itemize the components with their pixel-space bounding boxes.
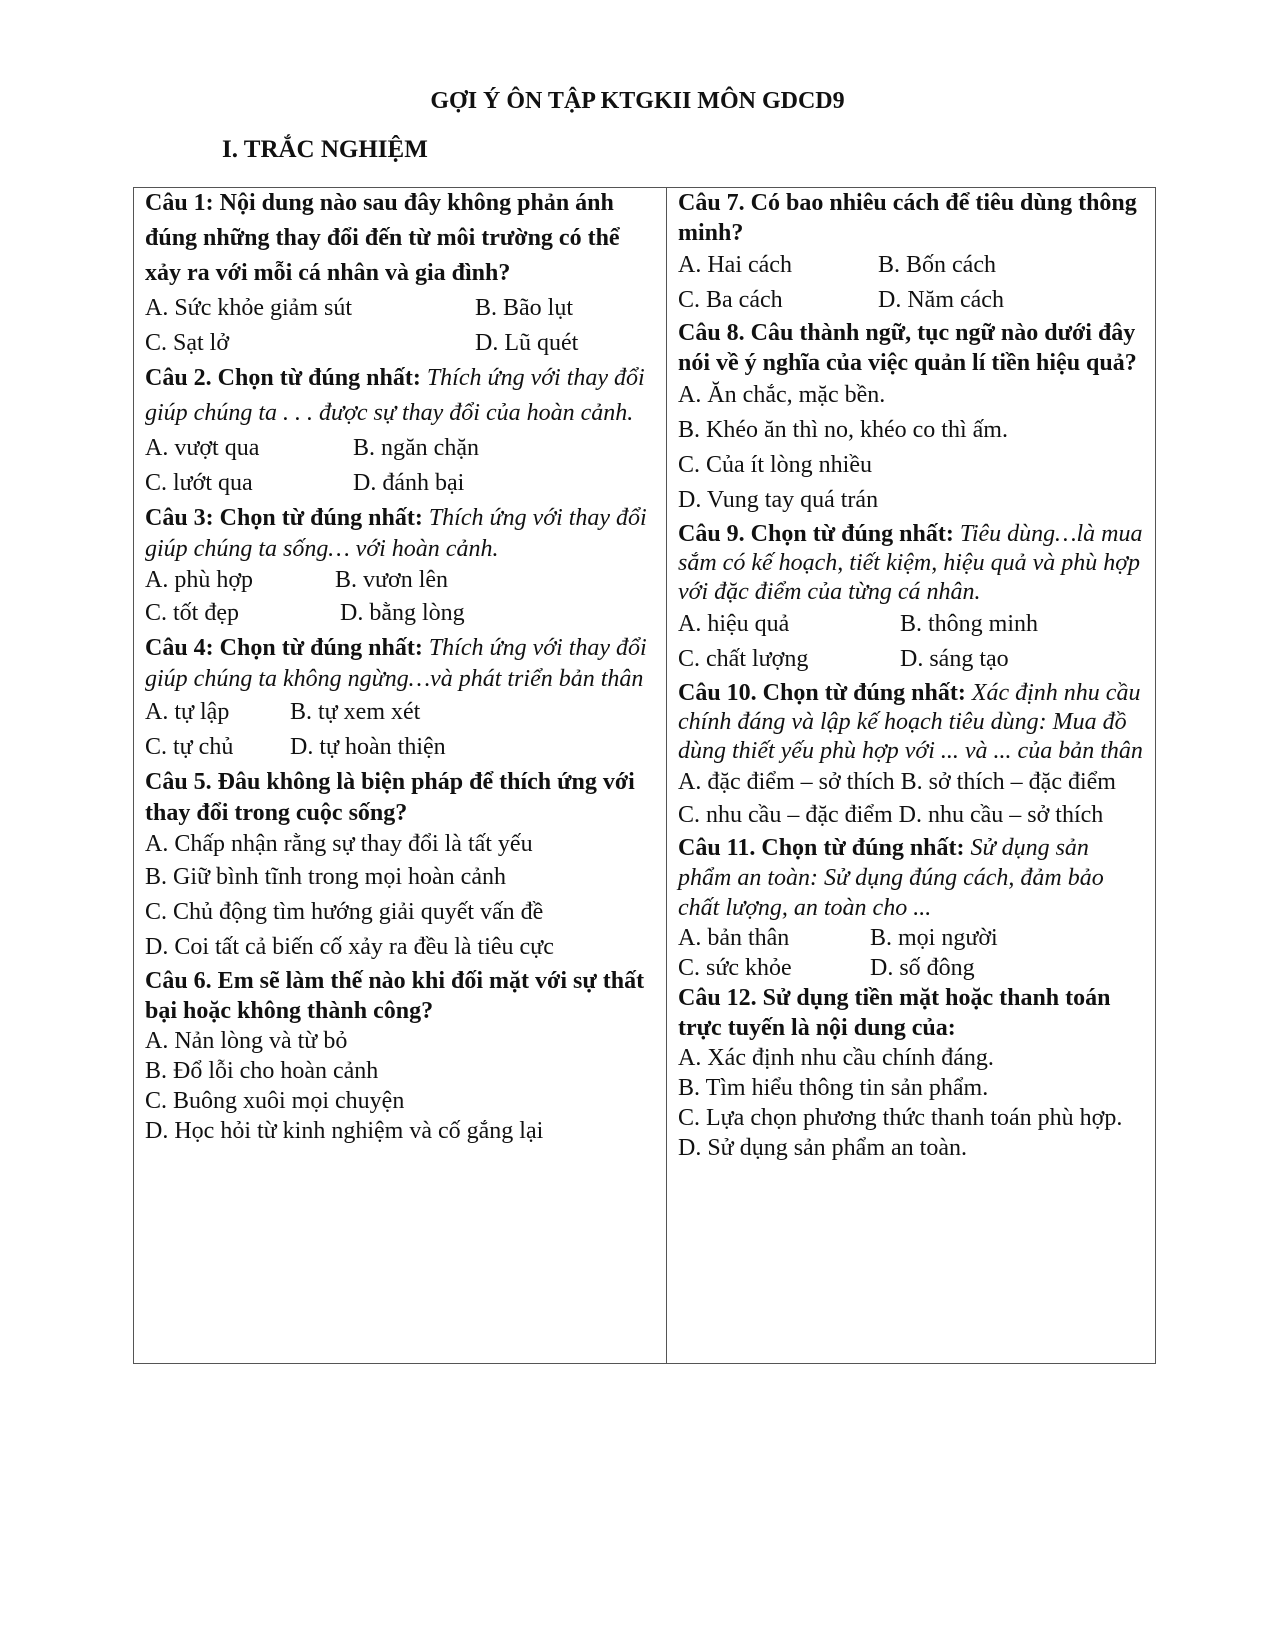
question-9-option-c: C. chất lượng (678, 646, 809, 672)
question-3-lead: Câu 3: Chọn từ đúng nhất: (145, 505, 423, 531)
question-7 (678, 188, 1148, 318)
question-9-option-a: A. hiệu quả (678, 611, 790, 637)
question-2-option-a: A. vượt qua (145, 435, 260, 461)
question-3-option-c: C. tốt đẹp (145, 600, 239, 626)
question-1-option-b: B. Bão lụt (475, 295, 574, 321)
question-5-option-d: D. Coi tất cả biến cố xảy ra đều là tiêu cực (145, 934, 554, 960)
question-1-stem: Câu 1: Nội dung nào sau đây không phản ánh đúng những thay đổi đến từ môi trường có thể xảy ra với mỗi cá nhân và gia đình? (145, 190, 620, 286)
question-7-option-c: C. Ba cách (678, 287, 783, 313)
questions-table (133, 187, 1156, 1364)
question-10 (678, 679, 1148, 832)
question-12-option-d: D. Sử dụng sản phẩm an toàn. (678, 1135, 967, 1161)
question-12-option-b: B. Tìm hiểu thông tin sản phẩm. (678, 1075, 989, 1101)
question-4 (145, 633, 657, 765)
question-8-option-b: B. Khéo ăn thì no, khéo co thì ấm. (678, 417, 1008, 443)
question-7-option-d: D. Năm cách (878, 287, 1004, 313)
question-7-stem: Câu 7. Có bao nhiêu cách để tiêu dùng thông minh? (678, 190, 1137, 246)
question-12-option-a: A. Xác định nhu cầu chính đáng. (678, 1045, 994, 1071)
question-11-option-a: A. bản thân (678, 925, 790, 951)
question-10-lead: Câu 10. Chọn từ đúng nhất: (678, 680, 966, 706)
question-6-option-b: B. Đổ lỗi cho hoàn cảnh (145, 1058, 379, 1084)
question-12-stem: Câu 12. Sử dụng tiền mặt hoặc thanh toán trực tuyến là nội dung của: (678, 985, 1111, 1041)
right-column (678, 188, 1148, 1163)
question-12-option-c: C. Lựa chọn phương thức thanh toán phù hợp. (678, 1105, 1123, 1131)
question-10-options-ab: A. đặc điểm – sở thích B. sở thích – đặc điểm (678, 769, 1116, 795)
question-11-lead: Câu 11. Chọn từ đúng nhất: (678, 835, 965, 861)
question-2-option-b: B. ngăn chặn (353, 435, 479, 461)
question-6-stem: Câu 6. Em sẽ làm thế nào khi đối mặt với sự thất bại hoặc không thành công? (145, 968, 645, 1024)
question-11-option-c: C. sức khỏe (678, 955, 792, 981)
question-3-text: Thích ứng với thay đổi giúp chúng ta sống… với hoàn cảnh. (145, 505, 647, 562)
question-8 (678, 318, 1148, 518)
question-3-option-b: B. vươn lên (335, 567, 449, 593)
question-4-option-c: C. tự chủ (145, 734, 234, 760)
question-5-option-c: C. Chủ động tìm hướng giải quyết vấn đề (145, 899, 544, 925)
question-7-option-b: B. Bốn cách (878, 252, 996, 278)
page-title: GỢI Ý ÔN TẬP KTGKII MÔN GDCD9 (430, 88, 845, 114)
question-2-option-d: D. đánh bại (353, 470, 465, 496)
question-1-option-d: D. Lũ quét (475, 330, 579, 356)
question-5-option-b: B. Giữ bình tĩnh trong mọi hoàn cảnh (145, 864, 506, 890)
question-3 (145, 503, 657, 631)
question-6-option-d: D. Học hỏi từ kinh nghiệm và cố gắng lại (145, 1118, 544, 1144)
question-8-option-d: D. Vung tay quá trán (678, 487, 879, 513)
question-4-option-a: A. tự lập (145, 699, 230, 725)
question-6-option-a: A. Nản lòng và từ bỏ (145, 1028, 348, 1054)
question-1 (145, 186, 657, 361)
question-9-text: Tiêu dùng…là mua sắm có kế hoạch, tiết kiệm, hiệu quả và phù hợp với đặc điểm của từng cá nhân. (678, 521, 1143, 605)
question-3-option-a: A. phù hợp (145, 567, 254, 593)
question-4-text: Thích ứng với thay đổi giúp chúng ta không ngừng…và phát triển bản thân (145, 635, 647, 692)
question-7-option-a: A. Hai cách (678, 252, 792, 278)
question-5 (145, 767, 657, 965)
question-6 (145, 966, 657, 1146)
question-2-lead: Câu 2. Chọn từ đúng nhất: (145, 365, 421, 391)
question-9 (678, 520, 1148, 677)
question-5-stem: Câu 5. Đâu không là biện pháp để thích ứng với thay đổi trong cuộc sống? (145, 769, 635, 826)
question-8-option-a: A. Ăn chắc, mặc bền. (678, 382, 886, 408)
question-11 (678, 833, 1148, 983)
question-9-lead: Câu 9. Chọn từ đúng nhất: (678, 521, 954, 547)
question-10-text: Xác định nhu cầu chính đáng và lập kế hoạch tiêu dùng: Mua đồ dùng thiết yếu phù hợp với ... và ... của bản thân (678, 680, 1143, 764)
question-2-text: Thích ứng với thay đổi giúp chúng ta . . . được sự thay đổi của hoàn cảnh. (145, 365, 645, 426)
question-2-option-c: C. lướt qua (145, 470, 253, 496)
question-10-options-cd: C. nhu cầu – đặc điểm D. nhu cầu – sở thích (678, 802, 1104, 828)
question-8-stem: Câu 8. Câu thành ngữ, tục ngữ nào dưới đây nói về ý nghĩa của việc quản lí tiền hiệu quả? (678, 320, 1137, 376)
question-11-text: Sử dụng sản phẩm an toàn: Sử dụng đúng cách, đảm bảo chất lượng, an toàn cho ... (678, 835, 1104, 921)
question-12 (678, 983, 1148, 1163)
question-1-option-a: A. Sức khỏe giảm sút (145, 295, 352, 321)
question-11-option-d: D. số đông (870, 955, 975, 981)
question-8-option-c: C. Của ít lòng nhiều (678, 452, 872, 478)
question-3-option-d: D. bằng lòng (340, 600, 465, 626)
question-9-option-d: D. sáng tạo (900, 646, 1009, 672)
question-4-lead: Câu 4: Chọn từ đúng nhất: (145, 635, 423, 661)
question-6-option-c: C. Buông xuôi mọi chuyện (145, 1088, 405, 1114)
question-11-option-b: B. mọi người (870, 925, 998, 951)
question-4-option-b: B. tự xem xét (290, 699, 421, 725)
question-2 (145, 361, 657, 501)
column-divider (666, 188, 667, 1363)
section-heading: I. TRẮC NGHIỆM (222, 136, 428, 163)
question-9-option-b: B. thông minh (900, 611, 1039, 637)
question-1-option-c: C. Sạt lở (145, 330, 230, 356)
question-5-option-a: A. Chấp nhận rằng sự thay đổi là tất yếu (145, 831, 533, 857)
left-column (145, 188, 657, 1146)
question-4-option-d: D. tự hoàn thiện (290, 734, 446, 760)
